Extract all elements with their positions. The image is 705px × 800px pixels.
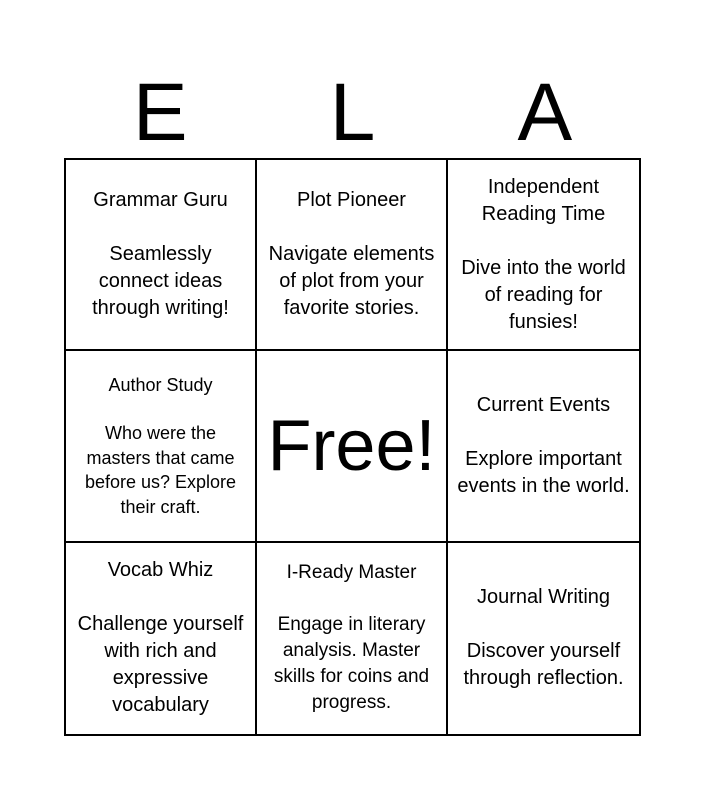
bingo-cell-vocab-whiz xyxy=(66,543,257,734)
cell-title: Journal Writing xyxy=(476,586,611,609)
cell-description: Navigate elements of plot from your favorite stories. xyxy=(268,243,435,320)
bingo-grid xyxy=(64,158,641,736)
cell-title: Vocab Whiz xyxy=(107,559,214,582)
bingo-cell-journal-writing xyxy=(448,543,639,734)
cell-title: Grammar Guru xyxy=(93,189,228,212)
bingo-cell-grammar-guru xyxy=(66,160,257,351)
cell-description: Engage in literary analysis. Master skills for coins and progress. xyxy=(273,614,430,714)
header-letter-l: L xyxy=(329,67,376,158)
cell-description: Seamlessly connect ideas through writing! xyxy=(92,243,229,320)
cell-title: Plot Pioneer xyxy=(297,189,406,212)
bingo-cell-free xyxy=(257,351,448,542)
bingo-cell-current-events xyxy=(448,351,639,542)
cell-description: Discover yourself through reflection. xyxy=(463,640,624,690)
bingo-cell-i-ready-master xyxy=(257,543,448,734)
cell-description: Challenge yourself with rich and expressive vocabulary xyxy=(77,613,244,717)
header-letter-e: E xyxy=(132,67,188,158)
bingo-header xyxy=(64,68,641,158)
cell-title: Current Events xyxy=(476,393,611,416)
cell-title: Independent Reading Time xyxy=(481,175,606,225)
cell-description: Dive into the world of reading for funsies! xyxy=(461,256,626,333)
cell-title: I-Ready Master xyxy=(286,562,417,584)
header-letter-a: A xyxy=(517,67,573,158)
bingo-cell-independent-reading xyxy=(448,160,639,351)
bingo-cell-author-study xyxy=(66,351,257,542)
cell-title: Author Study xyxy=(108,374,213,395)
cell-description: Explore important events in the world. xyxy=(457,447,630,497)
free-space-label: Free! xyxy=(267,405,436,486)
cell-description: Who were the masters that came before us? Explore their craft. xyxy=(84,423,237,517)
bingo-cell-plot-pioneer xyxy=(257,160,448,351)
